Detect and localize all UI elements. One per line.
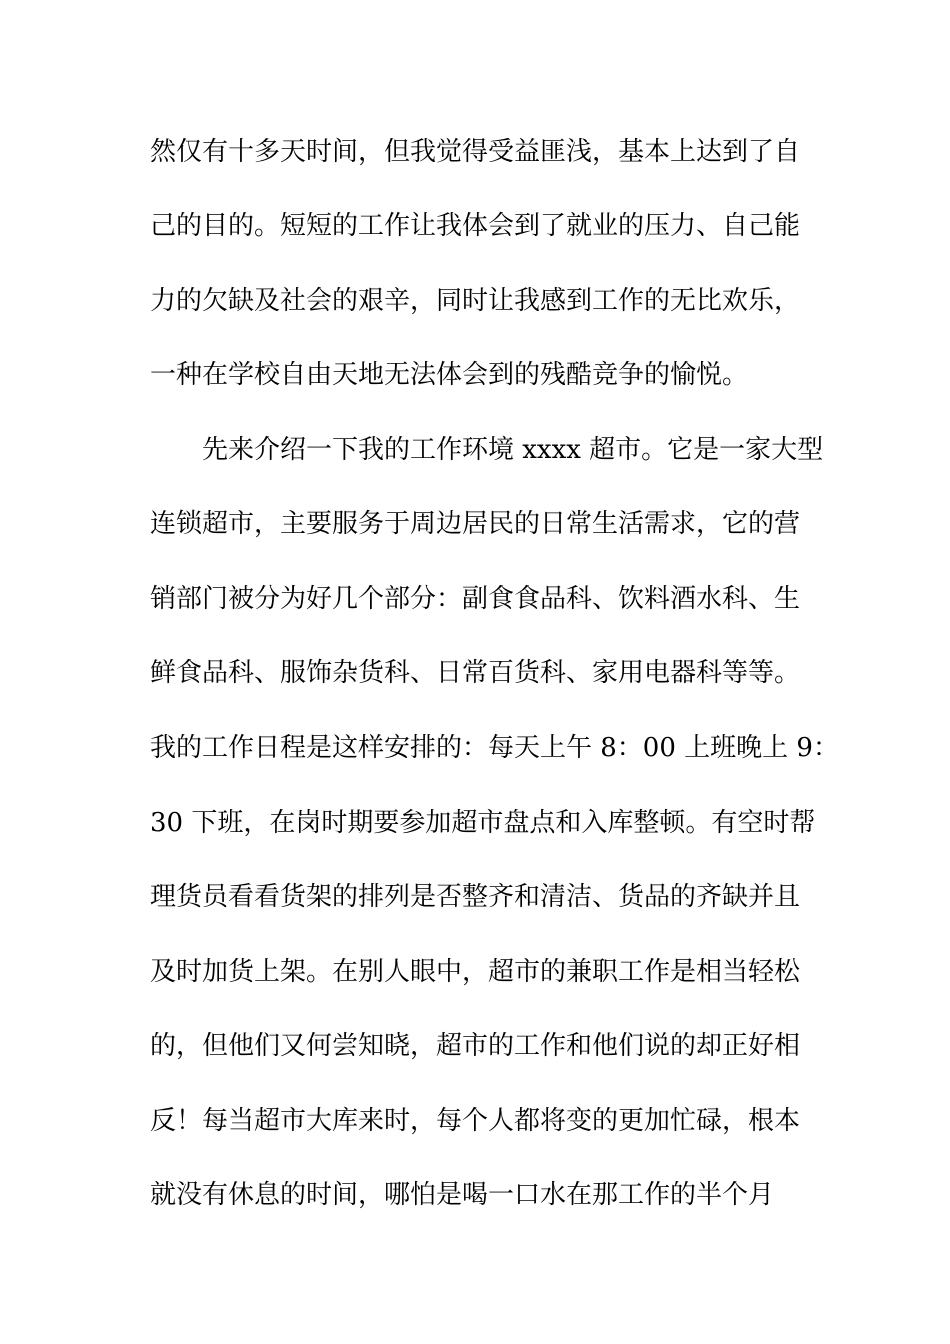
text-line: 及时加货上架。在别人眼中，超市的兼职工作是相当轻松: [150, 957, 801, 987]
text-line: 理货员看看货架的排列是否整齐和清洁、货品的齐缺并且: [150, 882, 801, 912]
text-line: 就没有休息的时间，哪怕是喝一口水在那工作的半个月: [150, 1180, 775, 1210]
text-line: 反！每当超市大库来时，每个人都将变的更加忙碌，根本: [150, 1106, 801, 1136]
text-line: 力的欠缺及社会的艰辛，同时让我感到工作的无比欢乐，: [150, 286, 801, 316]
text-line: 30 下班，在岗时期要参加超市盘点和入库整顿。有空时帮: [150, 808, 816, 838]
text-line: 我的工作日程是这样安排的：每天上午 8：00 上班晚上 9：: [150, 733, 839, 763]
text-line: 鲜食品科、服饰杂货科、日常百货科、家用电器科等等。: [150, 658, 801, 688]
text-line: 连锁超市，主要服务于周边居民的日常生活需求，它的营: [150, 509, 801, 539]
paragraph-first-line: 先来介绍一下我的工作环境 xxxx 超市。它是一家大型: [202, 435, 824, 465]
text-line: 的，但他们又何尝知晓，超市的工作和他们说的却正好相: [150, 1031, 801, 1061]
text-line: 然仅有十多天时间，但我觉得受益匪浅，基本上达到了自: [150, 137, 801, 167]
text-line: 销部门被分为好几个部分：副食食品科、饮料酒水科、生: [150, 584, 801, 614]
text-line: 己的目的。短短的工作让我体会到了就业的压力、自己能: [150, 211, 801, 241]
text-line: 一种在学校自由天地无法体会到的残酷竞争的愉悦。: [150, 360, 749, 390]
